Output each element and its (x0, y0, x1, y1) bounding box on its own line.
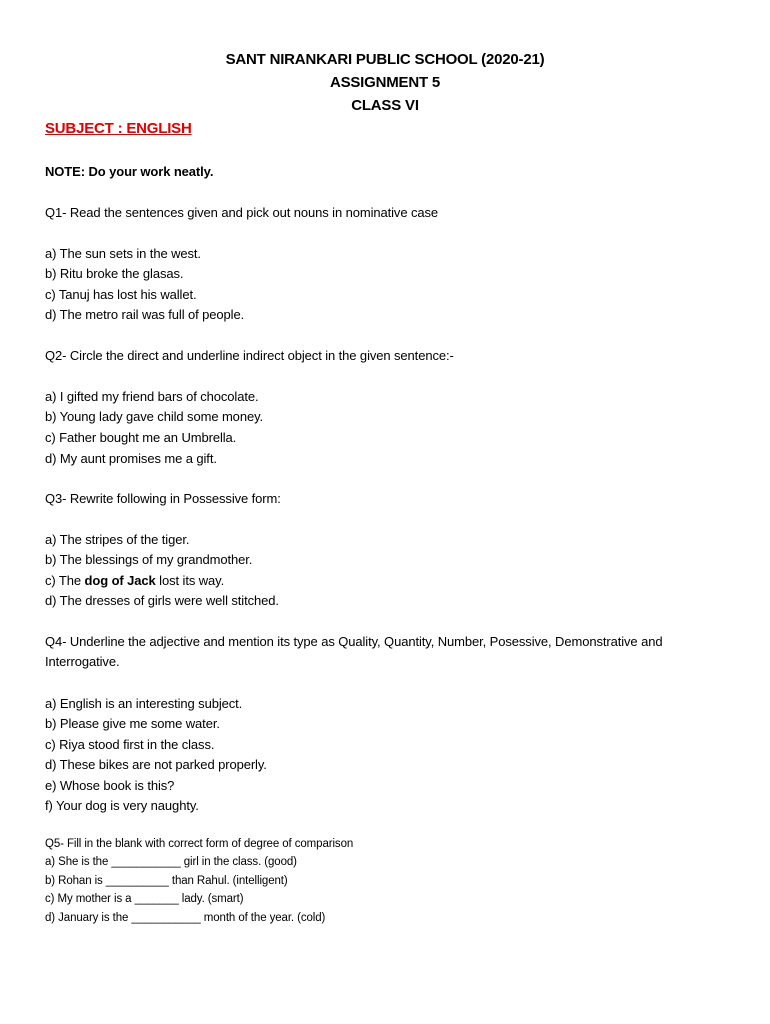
q5-item: d) January is the ___________ month of the year. (cold) (45, 912, 326, 924)
q3-item-c-bold: dog of Jack (84, 573, 156, 588)
q1-item: a) The sun sets in the west. (45, 246, 201, 261)
document-header (0, 48, 770, 117)
q3-item: a) The stripes of the tiger. (45, 532, 190, 547)
q4-item: b) Please give me some water. (45, 716, 220, 731)
q2-item: c) Father bought me an Umbrella. (45, 430, 237, 445)
assignment-title: ASSIGNMENT 5 (329, 74, 441, 91)
q4-question: Q4- Underline the adjective and mention its type as Quality, Quantity, Number, Posessive, Demonstrative and Interrogative. (45, 634, 663, 669)
q1-item: b) Ritu broke the glasas. (45, 266, 184, 281)
q3-item-c-suffix: lost its way. (155, 573, 225, 588)
q3-item-c-prefix: c) The (45, 573, 85, 588)
q5-item: b) Rohan is __________ than Rahul. (intelligent) (45, 875, 288, 887)
q5-item: c) My mother is a _______ lady. (smart) (45, 893, 244, 905)
q1-item: d) The metro rail was full of people. (45, 307, 245, 322)
school-name: SANT NIRANKARI PUBLIC SCHOOL (2020-21) (225, 51, 545, 68)
q4-item: d) These bikes are not parked properly. (45, 757, 267, 772)
q4-item: a) English is an interesting subject. (45, 696, 243, 711)
q4-item: c) Riya stood first in the class. (45, 737, 215, 752)
subject-heading: SUBJECT : ENGLISH (45, 120, 192, 137)
q3-question: Q3- Rewrite following in Possessive form: (45, 491, 281, 506)
class-title: CLASS VI (351, 97, 419, 114)
note-text: NOTE: Do your work neatly. (45, 164, 214, 179)
q2-item: d) My aunt promises me a gift. (45, 451, 217, 466)
q4-item: e) Whose book is this? (45, 778, 175, 793)
q4-item: f) Your dog is very naughty. (45, 798, 199, 813)
q5-item: a) She is the ___________ girl in the class. (good) (45, 856, 297, 868)
q3-item: b) The blessings of my grandmother. (45, 552, 253, 567)
q5-question: Q5- Fill in the blank with correct form of degree of comparison (45, 838, 354, 850)
q1-item: c) Tanuj has lost his wallet. (45, 287, 197, 302)
q3-item: d) The dresses of girls were well stitched. (45, 593, 279, 608)
q1-question: Q1- Read the sentences given and pick out nouns in nominative case (45, 205, 439, 220)
q2-question: Q2- Circle the direct and underline indirect object in the given sentence:- (45, 348, 454, 363)
q2-item: b) Young lady gave child some money. (45, 409, 264, 424)
q3-item (45, 571, 224, 591)
q2-item: a) I gifted my friend bars of chocolate. (45, 389, 259, 404)
